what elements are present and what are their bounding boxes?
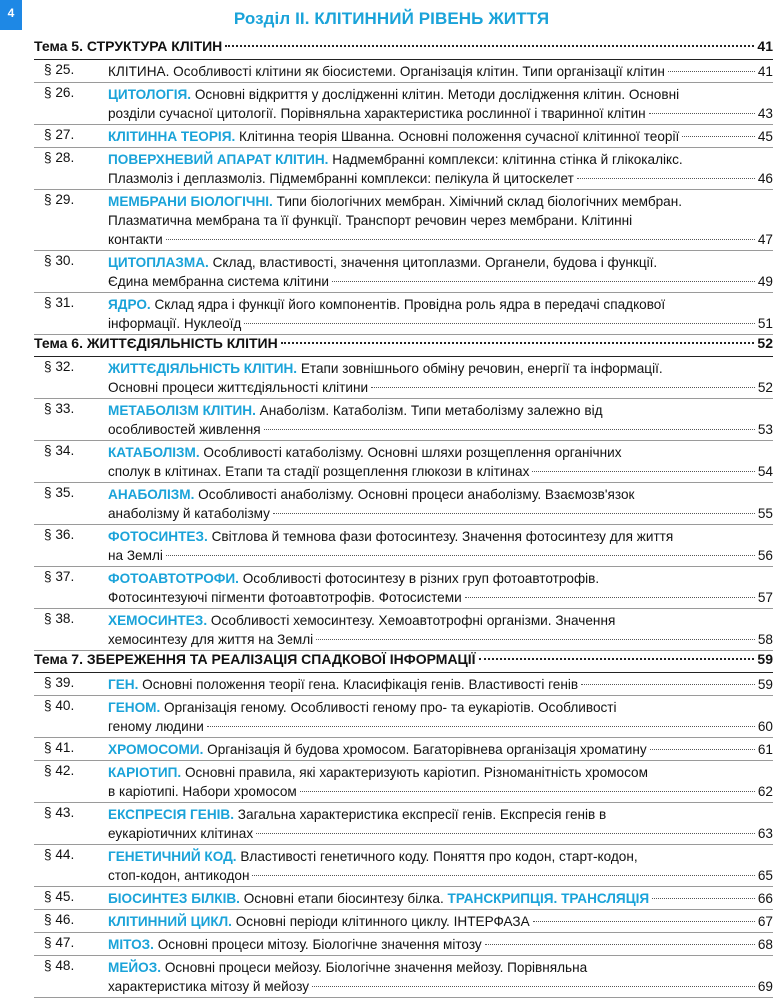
entry-text bbox=[108, 698, 773, 736]
entry-last-line bbox=[108, 546, 773, 565]
entry-last-text bbox=[108, 782, 297, 801]
entry-page: 65 bbox=[757, 868, 773, 883]
theme-title: Тема 6. ЖИТТЄДІЯЛЬНІСТЬ КЛІТИН bbox=[34, 335, 278, 351]
entry-keyword: ФОТОАВТОТРОФИ. bbox=[108, 571, 239, 586]
entry-last-line bbox=[108, 462, 773, 481]
toc-entry[interactable] bbox=[34, 293, 773, 335]
entry-line-text: характеристика мітозу й мейозу bbox=[108, 979, 310, 994]
entry-last-line bbox=[108, 912, 773, 931]
toc-entry[interactable] bbox=[34, 483, 773, 525]
entry-line-text: Основні періоди клітинного циклу. ІНТЕРФАЗА bbox=[235, 914, 530, 929]
entry-line-text: Світлова й темнова фази фотосинтезу. Значення фотосинтезу для життя bbox=[211, 529, 674, 544]
entry-text bbox=[108, 611, 773, 649]
entry-keyword: ГЕНОМ. bbox=[108, 700, 161, 715]
paragraph-number: § 32. bbox=[44, 359, 75, 374]
dot-leader bbox=[332, 281, 755, 282]
entry-line-text: еукаріотичних клітинах bbox=[108, 826, 254, 841]
theme-page: 41 bbox=[757, 38, 773, 54]
entry-last-line bbox=[108, 504, 773, 523]
entry-last-text bbox=[108, 588, 462, 607]
toc-entry[interactable] bbox=[34, 251, 773, 293]
toc-entry[interactable] bbox=[34, 738, 773, 761]
entry-page: 59 bbox=[757, 677, 773, 692]
entry-last-text bbox=[108, 104, 646, 123]
entry-line-text: Плазматична мембрана та її функції. Транспорт речовин через мембрани. Клітинні bbox=[108, 213, 633, 228]
entry-last-line bbox=[108, 675, 773, 694]
dot-leader bbox=[577, 178, 755, 179]
toc-entry[interactable] bbox=[34, 673, 773, 696]
entry-text bbox=[108, 127, 773, 146]
entry-last-text bbox=[108, 630, 313, 649]
dot-leader bbox=[650, 749, 755, 750]
entry-page: 57 bbox=[757, 590, 773, 605]
toc-entry[interactable] bbox=[34, 399, 773, 441]
entry-line-text: Організація геному. Особливості геному про- та еукаріотів. Особливості bbox=[164, 700, 617, 715]
entry-last-line bbox=[108, 420, 773, 439]
entry-keyword: БІОСИНТЕЗ БІЛКІВ. bbox=[108, 891, 240, 906]
entry-text bbox=[108, 295, 773, 333]
entry-last-text bbox=[108, 230, 163, 249]
entry-last-line bbox=[108, 935, 773, 954]
entry-line bbox=[108, 443, 773, 462]
entry-keyword: ФОТОСИНТЕЗ. bbox=[108, 529, 208, 544]
entry-line bbox=[108, 569, 773, 588]
entry-keyword: МЕМБРАНИ БІОЛОГІЧНІ. bbox=[108, 194, 273, 209]
entry-page: 66 bbox=[757, 891, 773, 906]
entry-page: 47 bbox=[757, 232, 773, 247]
entry-line-text: Основні етапи біосинтезу білка. bbox=[243, 891, 444, 906]
entry-text bbox=[108, 958, 773, 996]
entry-line-text: контакти bbox=[108, 232, 163, 247]
entry-keyword: КЛІТИННИЙ ЦИКЛ. bbox=[108, 914, 232, 929]
entry-page: 45 bbox=[757, 129, 773, 144]
entry-last-text bbox=[108, 378, 368, 397]
dot-leader bbox=[256, 833, 755, 834]
entry-page: 63 bbox=[757, 826, 773, 841]
paragraph-number: § 31. bbox=[44, 295, 75, 310]
paragraph-number: § 44. bbox=[44, 847, 75, 862]
entry-line-text: сполук в клітинах. Етапи та стадії розщеплення глюкози в клітинах bbox=[108, 464, 530, 479]
entry-line bbox=[108, 359, 773, 378]
paragraph-number: § 39. bbox=[44, 675, 75, 690]
entry-page: 69 bbox=[757, 979, 773, 994]
theme-page: 59 bbox=[757, 651, 773, 667]
entry-line bbox=[108, 150, 773, 169]
entry-last-text bbox=[108, 169, 574, 188]
entry-line-text: анаболізму й катаболізму bbox=[108, 506, 270, 521]
entry-last-line bbox=[108, 824, 773, 843]
dot-leader bbox=[581, 684, 755, 685]
entry-keyword: МЕЙОЗ. bbox=[108, 960, 162, 975]
entry-keyword: ХЕМОСИНТЕЗ. bbox=[108, 613, 208, 628]
entry-last-line bbox=[108, 62, 773, 81]
entry-last-text bbox=[108, 824, 253, 843]
entry-text bbox=[108, 62, 773, 81]
entry-last-line bbox=[108, 127, 773, 146]
dot-leader bbox=[652, 898, 755, 899]
entry-text bbox=[108, 889, 773, 908]
entry-page: 61 bbox=[757, 742, 773, 757]
entry-last-text bbox=[108, 462, 529, 481]
entry-text bbox=[108, 85, 773, 123]
dot-leader bbox=[485, 944, 755, 945]
entry-text bbox=[108, 935, 773, 954]
entry-line-text: Основні відкриття у дослідженні клітин. Методи дослідження клітин. Основні bbox=[194, 87, 680, 102]
entry-line-text: Фотосинтезуючі пігменти фотоавтотрофів. Фотосистеми bbox=[108, 590, 462, 605]
paragraph-number: § 33. bbox=[44, 401, 75, 416]
entry-page: 46 bbox=[757, 171, 773, 186]
toc-entry[interactable] bbox=[34, 933, 773, 956]
entry-line-text: Склад ядра і функції його компонентів. Провідна роль ядра в передачі спадкової bbox=[154, 297, 666, 312]
entry-last-text bbox=[108, 912, 530, 931]
entry-last-text bbox=[108, 935, 482, 954]
toc-entry[interactable] bbox=[34, 609, 773, 651]
entry-line-text: на Землі bbox=[108, 548, 163, 563]
entry-line bbox=[108, 958, 773, 977]
entry-line-text: Основні положення теорії гена. Класифікація генів. Властивості генів bbox=[142, 677, 579, 692]
entry-last-text bbox=[108, 504, 270, 523]
entry-line bbox=[108, 401, 773, 420]
entry-text bbox=[108, 359, 773, 397]
entry-last-line bbox=[108, 866, 773, 885]
dot-leader bbox=[225, 45, 754, 47]
toc-entry[interactable] bbox=[34, 910, 773, 933]
entry-line-text: інформації. Нуклеоїд bbox=[108, 316, 242, 331]
entry-line bbox=[108, 847, 773, 866]
toc-entry[interactable] bbox=[34, 567, 773, 609]
entry-last-line bbox=[108, 104, 773, 123]
entry-page: 58 bbox=[757, 632, 773, 647]
entry-last-text bbox=[108, 62, 665, 81]
toc-entry[interactable] bbox=[34, 190, 773, 251]
paragraph-number: § 45. bbox=[44, 889, 75, 904]
entry-line-text: хемосинтезу для життя на Землі bbox=[108, 632, 314, 647]
entry-last-text bbox=[108, 272, 329, 291]
paragraph-number: § 40. bbox=[44, 698, 75, 713]
entry-last-line bbox=[108, 169, 773, 188]
dot-leader bbox=[533, 921, 755, 922]
entry-keyword: АНАБОЛІЗМ. bbox=[108, 487, 195, 502]
paragraph-number: § 42. bbox=[44, 763, 75, 778]
entry-text bbox=[108, 805, 773, 843]
entry-line-text: геному людини bbox=[108, 719, 204, 734]
entry-last-line bbox=[108, 230, 773, 249]
paragraph-number: § 28. bbox=[44, 150, 75, 165]
toc-entry[interactable] bbox=[34, 803, 773, 845]
entry-last-line bbox=[108, 272, 773, 291]
entry-keyword: КЛІТИННА ТЕОРІЯ. bbox=[108, 129, 236, 144]
entry-keyword: ЦИТОЛОГІЯ. bbox=[108, 87, 192, 102]
entry-page: 49 bbox=[757, 274, 773, 289]
entry-keyword: ЕКСПРЕСІЯ ГЕНІВ. bbox=[108, 807, 235, 822]
toc-entry[interactable] bbox=[34, 125, 773, 148]
entry-line-text: Загальна характеристика експресії генів. Експресія генів в bbox=[237, 807, 607, 822]
paragraph-number: § 47. bbox=[44, 935, 75, 950]
entry-last-line bbox=[108, 588, 773, 607]
dot-leader bbox=[207, 726, 755, 727]
entry-page: 56 bbox=[757, 548, 773, 563]
toc-entry[interactable] bbox=[34, 887, 773, 910]
entry-text bbox=[108, 401, 773, 439]
entry-line-text: Основні процеси життєдіяльності клітини bbox=[108, 380, 369, 395]
entry-line bbox=[108, 85, 773, 104]
paragraph-number: § 25. bbox=[44, 62, 75, 77]
entry-line bbox=[108, 253, 773, 272]
dot-leader bbox=[166, 239, 755, 240]
entry-text bbox=[108, 192, 773, 249]
paragraph-number: § 37. bbox=[44, 569, 75, 584]
dot-leader bbox=[312, 986, 755, 987]
toc-theme-row[interactable] bbox=[34, 38, 773, 60]
entry-last-text bbox=[108, 740, 647, 759]
entry-line-text: Склад, властивості, значення цитоплазми. Органели, будова і функції. bbox=[212, 255, 658, 270]
entry-keyword: МІТОЗ. bbox=[108, 937, 154, 952]
entry-page: 54 bbox=[757, 464, 773, 479]
entry-keyword: ГЕНЕТИЧНИЙ КОД. bbox=[108, 849, 237, 864]
entry-page: 53 bbox=[757, 422, 773, 437]
dot-leader bbox=[244, 323, 755, 324]
entry-line-text: Плазмоліз і деплазмоліз. Підмембранні комплекси: пелікула й цитоскелет bbox=[108, 171, 574, 186]
section-title: Розділ ІІ. КЛІТИННИЙ РІВЕНЬ ЖИТТЯ bbox=[233, 9, 550, 28]
paragraph-number: § 46. bbox=[44, 912, 75, 927]
toc-theme-row[interactable] bbox=[34, 335, 773, 357]
entry-page: 51 bbox=[757, 316, 773, 331]
entry-keyword: ХРОМОСОМИ. bbox=[108, 742, 204, 757]
entry-last-text bbox=[108, 314, 241, 333]
entry-line-text: Особливості катаболізму. Основні шляхи розщеплення органічних bbox=[203, 445, 622, 460]
entry-page: 41 bbox=[757, 64, 773, 79]
entry-last-text bbox=[108, 977, 309, 996]
entry-last-line bbox=[108, 740, 773, 759]
entry-keyword: ЯДРО. bbox=[108, 297, 151, 312]
entry-line bbox=[108, 805, 773, 824]
entry-last-text bbox=[108, 675, 578, 694]
entry-last-text bbox=[108, 866, 249, 885]
dot-leader bbox=[682, 136, 755, 137]
dot-leader bbox=[252, 875, 754, 876]
paragraph-number: § 41. bbox=[44, 740, 75, 755]
entry-line-text: Основні процеси мітозу. Біологічне значення мітозу bbox=[157, 937, 482, 952]
dot-leader bbox=[316, 639, 755, 640]
entry-line bbox=[108, 211, 773, 230]
entry-line-text: Анаболізм. Катаболізм. Типи метаболізму залежно від bbox=[259, 403, 603, 418]
paragraph-number: § 38. bbox=[44, 611, 75, 626]
toc-theme-row[interactable] bbox=[34, 651, 773, 673]
theme-title: Тема 7. ЗБЕРЕЖЕННЯ ТА РЕАЛІЗАЦІЯ СПАДКОВОЇ ІНФОРМАЦІЇ bbox=[34, 651, 476, 667]
entry-text bbox=[108, 443, 773, 481]
paragraph-number: § 43. bbox=[44, 805, 75, 820]
entry-keyword: ПОВЕРХНЕВИЙ АПАРАТ КЛІТИН. bbox=[108, 152, 329, 167]
entry-line bbox=[108, 485, 773, 504]
entry-line-text: Основні процеси мейозу. Біологічне значення мейозу. Порівняльна bbox=[164, 960, 588, 975]
entry-line-text: стоп-кодон, антикодон bbox=[108, 868, 250, 883]
entry-line-text: Особливості хемосинтезу. Хемоавтотрофні організми. Значення bbox=[210, 613, 616, 628]
entry-line-text: КЛІТИНА. Особливості клітини як біосистеми. Організація клітин. Типи організації клітин bbox=[108, 64, 665, 79]
paragraph-number: § 35. bbox=[44, 485, 75, 500]
entry-page: 68 bbox=[757, 937, 773, 952]
dot-leader bbox=[281, 342, 755, 344]
toc-entry[interactable] bbox=[34, 83, 773, 125]
theme-title: Тема 5. СТРУКТУРА КЛІТИН bbox=[34, 38, 223, 54]
entry-line bbox=[108, 192, 773, 211]
dot-leader bbox=[532, 471, 755, 472]
toc-entry[interactable] bbox=[34, 761, 773, 803]
paragraph-number: § 27. bbox=[44, 127, 75, 142]
entry-text bbox=[108, 912, 773, 931]
entry-last-text bbox=[108, 127, 679, 146]
theme-page: 52 bbox=[757, 335, 773, 351]
entry-last-line bbox=[108, 378, 773, 397]
entry-page: 52 bbox=[757, 380, 773, 395]
dot-leader bbox=[649, 113, 755, 114]
entry-last-line bbox=[108, 782, 773, 801]
entry-text bbox=[108, 675, 773, 694]
dot-leader bbox=[479, 658, 755, 660]
entry-line bbox=[108, 527, 773, 546]
entry-line-text: Організація й будова хромосом. Багаторівнева організація хроматину bbox=[207, 742, 647, 757]
entry-line bbox=[108, 611, 773, 630]
toc-entry[interactable] bbox=[34, 696, 773, 738]
entry-keyword: ГЕН. bbox=[108, 677, 139, 692]
entry-text bbox=[108, 569, 773, 607]
paragraph-number: § 26. bbox=[44, 85, 75, 100]
entry-page: 60 bbox=[757, 719, 773, 734]
entry-line-text: Основні правила, які характеризують каріотип. Різноманітність хромосом bbox=[184, 765, 648, 780]
entry-line-text: Типи біологічних мембран. Хімічний склад біологічних мембран. bbox=[276, 194, 683, 209]
entry-page: 43 bbox=[757, 106, 773, 121]
entry-line bbox=[108, 295, 773, 314]
entry-text bbox=[108, 740, 773, 759]
toc-entry[interactable] bbox=[34, 148, 773, 190]
entry-line-text: в каріотипі. Набори хромосом bbox=[108, 784, 297, 799]
entry-last-line bbox=[108, 889, 773, 908]
toc-entry[interactable] bbox=[34, 60, 773, 83]
page-number: 4 bbox=[7, 6, 15, 20]
entry-line-text: особливостей живлення bbox=[108, 422, 261, 437]
entry-keyword: КАТАБОЛІЗМ. bbox=[108, 445, 200, 460]
entry-last-line bbox=[108, 630, 773, 649]
entry-last-line bbox=[108, 717, 773, 736]
entry-line-text: Етапи зовнішнього обміну речовин, енергії та інформації. bbox=[300, 361, 663, 376]
entry-last-text bbox=[108, 546, 163, 565]
entry-text bbox=[108, 150, 773, 188]
entry-line-text: Єдина мембранна система клітини bbox=[108, 274, 329, 289]
entry-keyword: ЦИТОПЛАЗМА. bbox=[108, 255, 209, 270]
entry-line-text: Надмембранні комплекси: клітинна стінка й глікокалікс. bbox=[332, 152, 683, 167]
paragraph-number: § 34. bbox=[44, 443, 75, 458]
paragraph-number: § 48. bbox=[44, 958, 75, 973]
dot-leader bbox=[273, 513, 755, 514]
dot-leader bbox=[465, 597, 755, 598]
entry-line-text: розділи сучасної цитології. Порівняльна характеристика рослинної і тваринної клітин bbox=[108, 106, 646, 121]
entry-last-line bbox=[108, 314, 773, 333]
table-of-contents bbox=[34, 38, 773, 998]
entry-text bbox=[108, 485, 773, 523]
entry-page: 67 bbox=[757, 914, 773, 929]
paragraph-number: § 30. bbox=[44, 253, 75, 268]
toc-entry[interactable] bbox=[34, 441, 773, 483]
entry-text bbox=[108, 527, 773, 565]
entry-page: 55 bbox=[757, 506, 773, 521]
entry-line-text: Особливості анаболізму. Основні процеси анаболізму. Взаємозв'язок bbox=[198, 487, 635, 502]
dot-leader bbox=[300, 791, 755, 792]
dot-leader bbox=[264, 429, 755, 430]
entry-keyword: КАРІОТИП. bbox=[108, 765, 182, 780]
paragraph-number: § 36. bbox=[44, 527, 75, 542]
dot-leader bbox=[166, 555, 755, 556]
entry-line bbox=[108, 698, 773, 717]
entry-text bbox=[108, 763, 773, 801]
entry-keyword: ЖИТТЄДІЯЛЬНІСТЬ КЛІТИН. bbox=[108, 361, 298, 376]
entry-last-line bbox=[108, 977, 773, 996]
entry-keyword: МЕТАБОЛІЗМ КЛІТИН. bbox=[108, 403, 256, 418]
entry-last-text bbox=[108, 889, 649, 908]
toc-entry[interactable] bbox=[34, 357, 773, 399]
entry-text bbox=[108, 847, 773, 885]
entry-last-text bbox=[108, 420, 261, 439]
toc-entry[interactable] bbox=[34, 845, 773, 887]
dot-leader bbox=[668, 71, 755, 72]
entry-last-text bbox=[108, 717, 204, 736]
entry-text bbox=[108, 253, 773, 291]
dot-leader bbox=[371, 387, 755, 388]
entry-line-text: Клітинна теорія Шванна. Основні положення сучасної клітинної теорії bbox=[239, 129, 680, 144]
toc-entry[interactable] bbox=[34, 525, 773, 567]
paragraph-number: § 29. bbox=[44, 192, 75, 207]
toc-entry[interactable] bbox=[34, 956, 773, 998]
entry-line-text: Властивості генетичного коду. Поняття про кодон, старт-кодон, bbox=[240, 849, 638, 864]
entry-line-text: Особливості фотосинтезу в різних груп фотоавтотрофів. bbox=[242, 571, 600, 586]
entry-page: 62 bbox=[757, 784, 773, 799]
entry-line bbox=[108, 763, 773, 782]
entry-keyword: ТРАНСКРИПЦІЯ. ТРАНСЛЯЦІЯ bbox=[447, 891, 650, 906]
